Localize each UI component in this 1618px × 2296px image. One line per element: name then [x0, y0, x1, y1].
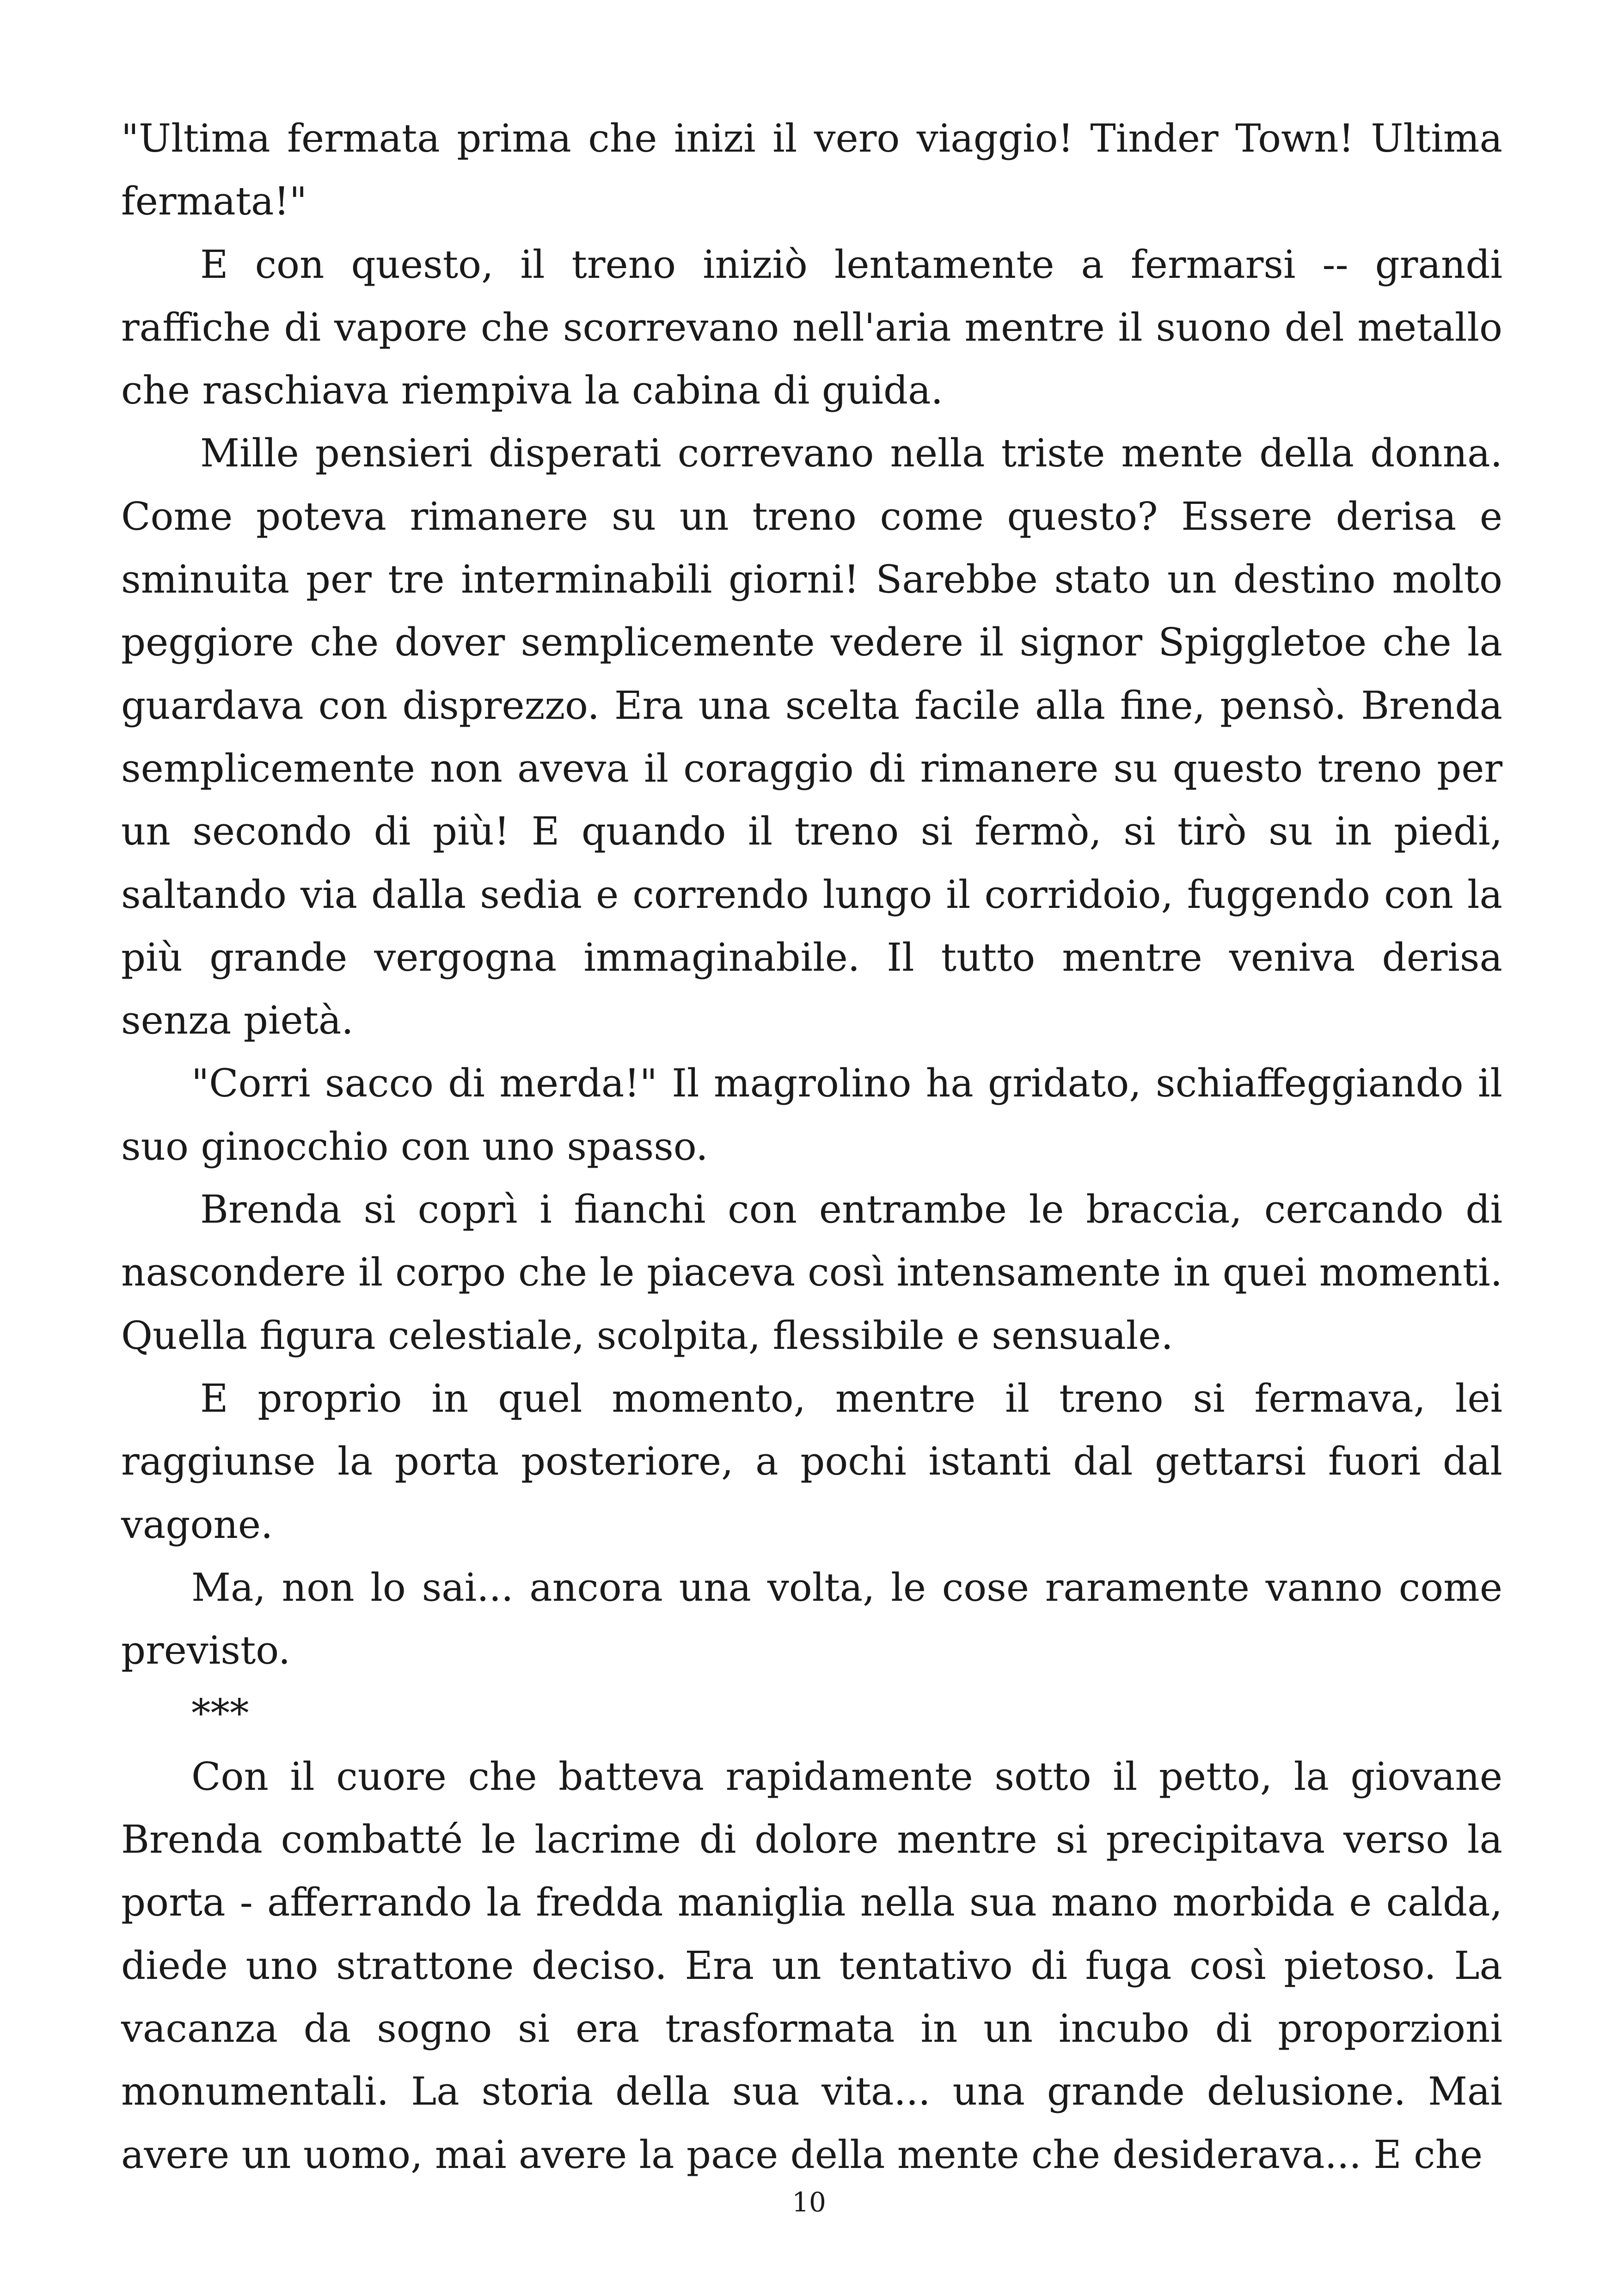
- paragraph-announcement: "Ultima fermata prima che inizi il vero viaggio! Tinder Town! Ultima fermata!": [121, 116, 1502, 224]
- paragraph-train-stopping: E con questo, il treno iniziò lentamente a fermarsi -- grandi raffiche di vapore che scorrevano nell'aria mentre il suono del metallo che raschiava riempiva la cabina di guida.: [121, 242, 1502, 413]
- paragraph-brenda-covers: Brenda si coprì i fianchi con entrambe le braccia, cercando di nascondere il corpo che le piaceva così intensamente in quei momenti. Quella figura celestiale, scolpita, flessibile e sensuale.: [121, 1187, 1502, 1358]
- paragraph-desperate-thoughts: Mille pensieri disperati correvano nella triste mente della donna. Come poteva rimanere su un treno come questo? Essere derisa e sminuita per tre interminabili giorni! Sarebbe stato un destino molto peggiore che dover semplicemente vedere il signor Spiggletoe che la guardava con disprezzo. Era una scelta facile alla fine, pensò. Brenda semplicemente non aveva il coraggio di rimanere su questo treno per un secondo di più! E quando il treno si fermò, si tirò su in piedi, saltando via dalla sedia e correndo lungo il corridoio, fuggendo con la più grande vergogna immaginabile. Il tutto mentre veniva derisa senza pietà.: [121, 431, 1502, 1043]
- paragraph-shout: "Corri sacco di merda!" Il magrolino ha gridato, schiaffeggiando il suo ginocchio con uno spasso.: [121, 1061, 1502, 1169]
- section-break: ***: [191, 1691, 249, 1736]
- paragraph-reaches-door: E proprio in quel momento, mentre il treno si fermava, lei raggiunse la porta posteriore, a pochi istanti dal gettarsi fuori dal vagone.: [121, 1376, 1502, 1547]
- paragraph-as-planned: Ma, non lo sai... ancora una volta, le cose raramente vanno come previsto.: [121, 1565, 1502, 1673]
- paragraph-escape-attempt: Con il cuore che batteva rapidamente sotto il petto, la giovane Brenda combatté le lacrime di dolore mentre si precipitava verso la porta - afferrando la fredda maniglia nella sua mano morbida e calda, diede uno strattone deciso. Era un tentativo di fuga così pietoso. La vacanza da sogno si era trasformata in un incubo di proporzioni monumentali. La storia della sua vita... una grande delusione. Mai avere un uomo, mai avere la pace della mente che desiderava... E che: [121, 1754, 1502, 2177]
- page-number: 10: [792, 2186, 826, 2218]
- page-body: [121, 107, 1502, 2178]
